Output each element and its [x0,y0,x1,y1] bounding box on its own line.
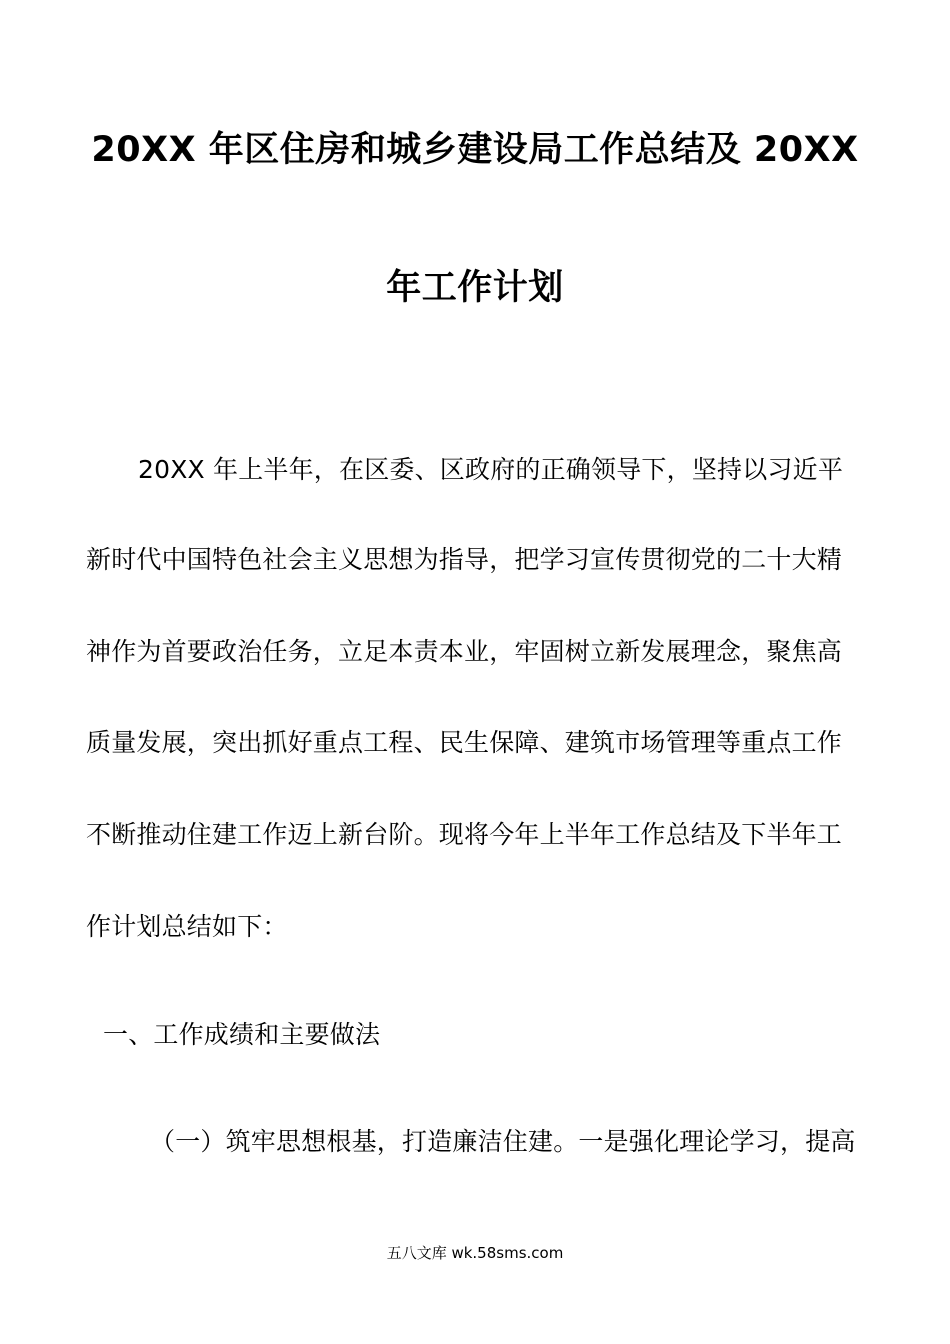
paragraph-line: 新时代中国特色社会主义思想为指导，把学习宣传贯彻党的二十大精 [86,545,843,574]
subsection-line: （一）筑牢思想根基，打造廉洁住建。一是强化理论学习，提高 [150,1127,856,1156]
section-heading: 一、工作成绩和主要做法 [103,1020,381,1049]
footer-watermark: 五八文库 wk.58sms.com [386,1244,564,1262]
paragraph-line: 作计划总结如下： [86,912,288,941]
paragraph-line: 质量发展，突出抓好重点工程、民生保障、建筑市场管理等重点工作 [86,728,843,757]
document-title-line-2: 年工作计划 [386,268,564,308]
paragraph-line: 不断推动住建工作迈上新台阶。现将今年上半年工作总结及下半年工 [86,820,843,849]
paragraph-line: 神作为首要政治任务，立足本责本业，牢固树立新发展理念，聚焦高 [86,637,843,666]
paragraph-line: 20XX 年上半年，在区委、区政府的正确领导下，坚持以习近平 [138,455,844,484]
document-title-line-1: 20XX 年区住房和城乡建设局工作总结及 20XX [91,130,859,170]
